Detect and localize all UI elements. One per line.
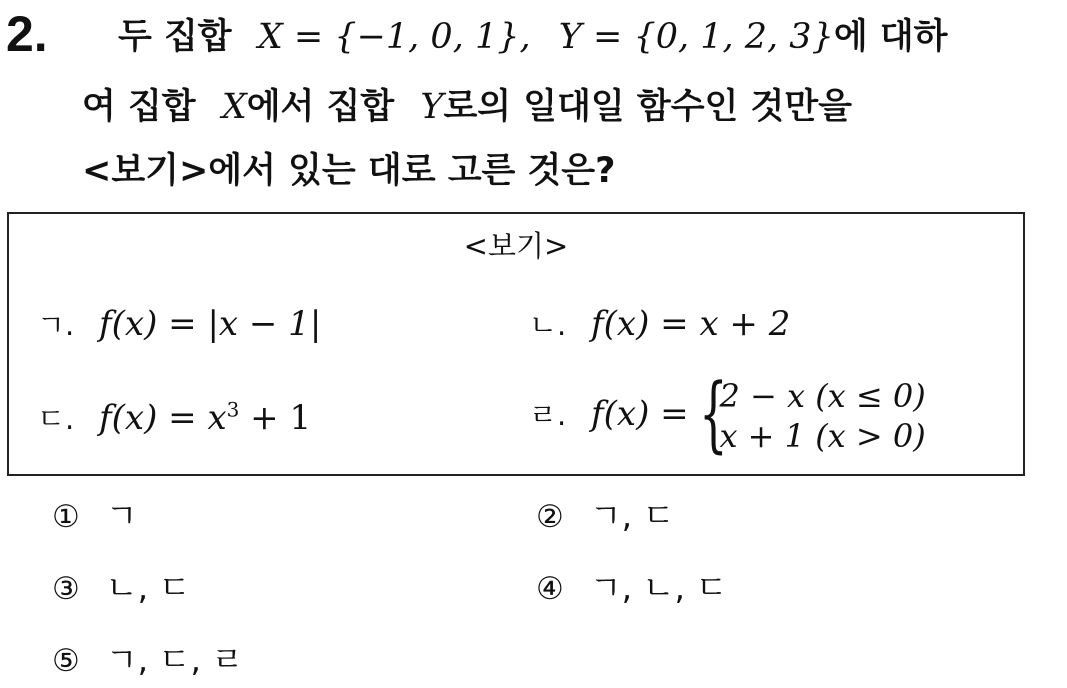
question-text-2c: 로의 일대일 함수인 것만을 bbox=[443, 87, 852, 127]
choice-3[interactable] bbox=[52, 566, 191, 611]
question-text-1b: 에 대하 bbox=[833, 17, 948, 57]
function-rhs-base: x bbox=[207, 398, 227, 438]
piecewise-case-1: 2 − x (x ≤ 0) bbox=[719, 377, 926, 415]
bogi-item-label: ㄴ. bbox=[529, 308, 567, 342]
function-rhs: x + 2 bbox=[699, 304, 791, 344]
bogi-item-nieun bbox=[529, 302, 790, 347]
choice-text: ㄱ, ㄷ bbox=[589, 496, 675, 535]
variable-x: X bbox=[221, 87, 247, 127]
bogi-item-label: ㄷ. bbox=[37, 402, 75, 436]
bogi-box bbox=[7, 212, 1025, 476]
equals-sign: = bbox=[157, 304, 208, 344]
function-lhs: f(x) bbox=[99, 304, 158, 344]
bogi-item-giyeok bbox=[37, 302, 321, 347]
question-number: 2. bbox=[6, 6, 48, 62]
function-lhs: f(x) bbox=[591, 304, 650, 344]
question-text-2a: 여 집합 bbox=[82, 87, 196, 127]
function-lhs: f(x) bbox=[591, 394, 650, 434]
function-lhs: f(x) bbox=[99, 398, 158, 438]
question-text-2b: 에서 집합 bbox=[246, 87, 395, 127]
question-line-3: <보기>에서 있는 대로 고른 것은? bbox=[82, 151, 616, 191]
left-brace: { bbox=[699, 367, 729, 462]
set-x-definition: X = {−1, 0, 1}, bbox=[257, 17, 531, 57]
piecewise-case-2: x + 1 (x > 0) bbox=[719, 417, 926, 455]
choice-4[interactable] bbox=[536, 566, 727, 611]
question-line-1 bbox=[118, 14, 947, 60]
question-text-1a: 두 집합 bbox=[118, 17, 232, 57]
choice-number: ⑤ bbox=[52, 643, 80, 679]
choice-text: ㄱ bbox=[105, 496, 138, 535]
bogi-item-label: ㄱ. bbox=[37, 308, 75, 342]
choice-text: ㄴ, ㄷ bbox=[105, 568, 191, 607]
function-rhs-tail: + 1 bbox=[239, 398, 312, 438]
piecewise-definition bbox=[699, 367, 926, 462]
choice-text: ㄱ, ㄷ, ㄹ bbox=[105, 640, 244, 679]
bogi-item-digeut bbox=[37, 396, 311, 441]
function-rhs-exponent: 3 bbox=[226, 397, 240, 422]
choice-number: ① bbox=[52, 499, 80, 535]
choice-number: ② bbox=[536, 499, 564, 535]
equals-sign: = bbox=[157, 398, 208, 438]
bogi-title: <보기> bbox=[463, 229, 569, 263]
bogi-item-label: ㄹ. bbox=[529, 398, 567, 432]
function-rhs: |x − 1| bbox=[207, 304, 322, 344]
choice-1[interactable] bbox=[52, 494, 138, 539]
equals-sign: = bbox=[649, 394, 700, 434]
set-y-definition: Y = {0, 1, 2, 3} bbox=[558, 17, 834, 57]
choice-number: ③ bbox=[52, 571, 80, 607]
bogi-item-rieul bbox=[529, 367, 926, 462]
variable-y: Y bbox=[420, 87, 444, 127]
choice-5[interactable] bbox=[52, 638, 243, 683]
choice-text: ㄱ, ㄴ, ㄷ bbox=[589, 568, 728, 607]
equals-sign: = bbox=[649, 304, 700, 344]
question-line-2 bbox=[82, 84, 852, 130]
choice-number: ④ bbox=[536, 571, 564, 607]
choice-2[interactable] bbox=[536, 494, 675, 539]
